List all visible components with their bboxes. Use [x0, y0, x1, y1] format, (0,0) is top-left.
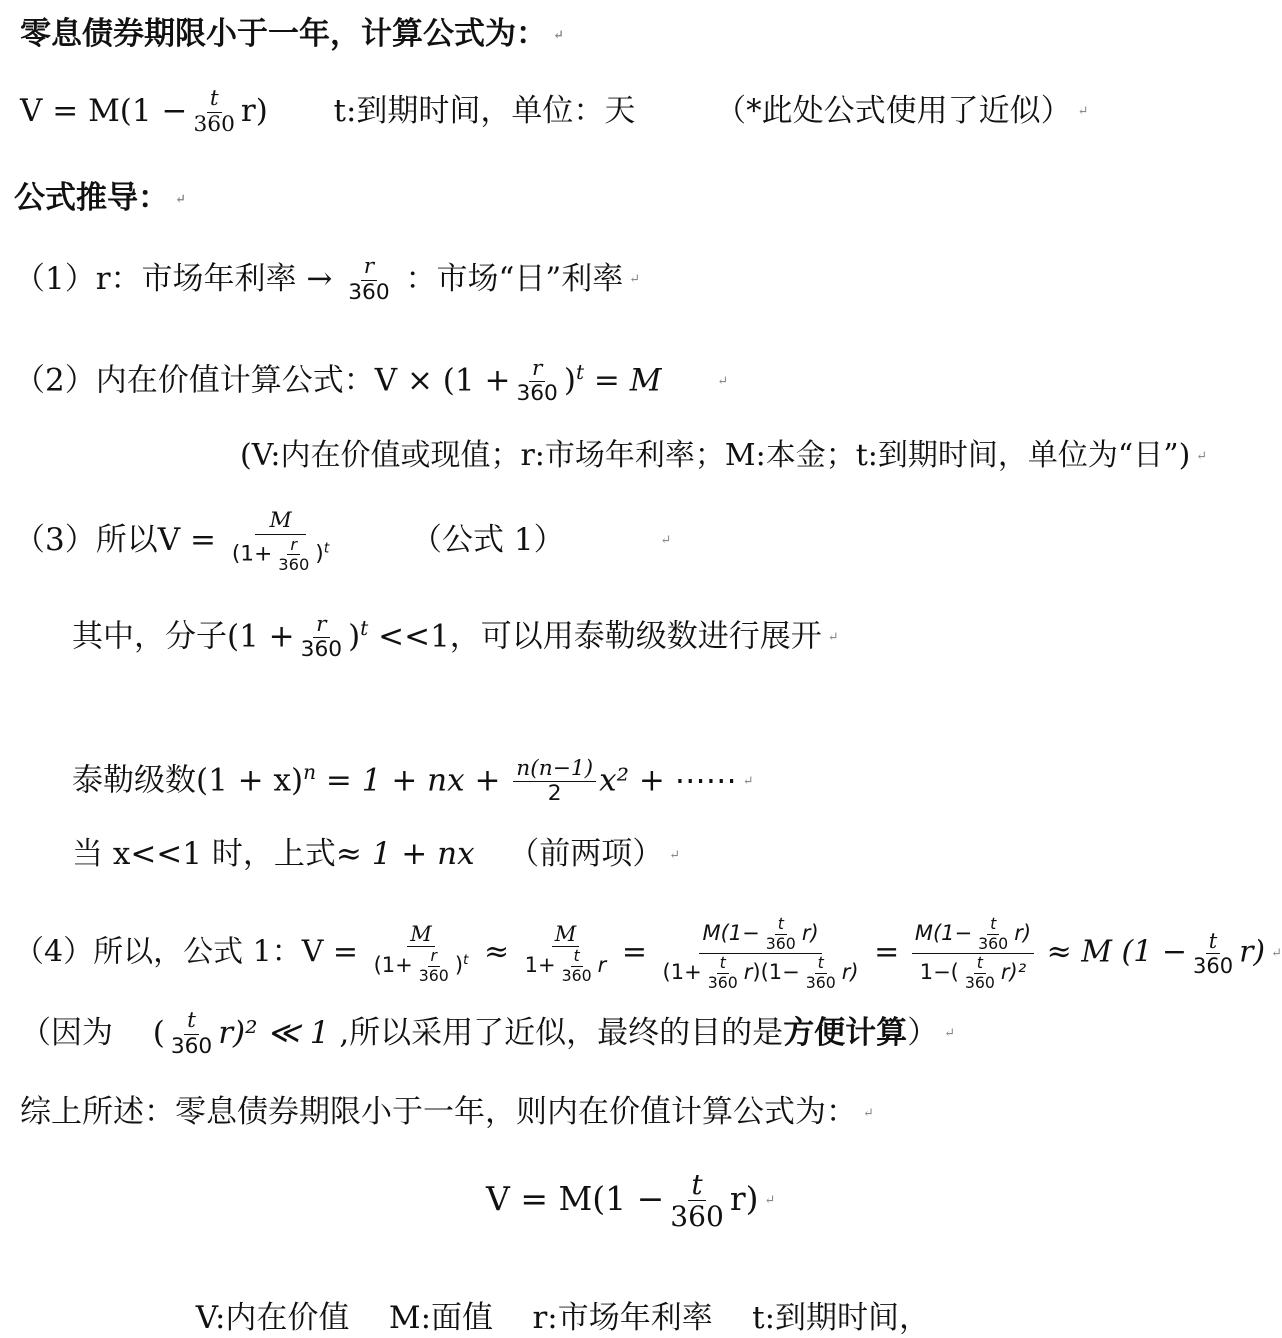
step4-fraction-4: M(1− $\frac{t}{360}$ r) 1−( $\frac{t}{360}$ r)² — [912, 916, 1034, 991]
definitions: V:内在价值 M:面值 r:市场年利率 t:到期时间， — [195, 1300, 931, 1336]
step-2: （2）内在价值计算公式：V × (1 + $\frac{r}{360}$ )$^t$ = M ↵ — [14, 355, 729, 407]
step4-fraction-1: M (1+ $\frac{r}{360}$ )$^t$ — [373, 922, 469, 985]
fraction-r-360: $\frac{r}{360}$ — [348, 254, 390, 305]
title: 零息债券期限小于一年，计算公式为： ↵ — [20, 16, 564, 52]
derive-heading: 公式推导： ↵ — [14, 180, 186, 216]
numerator-note: 其中，分子(1 + $\frac{r}{360}$ )$^t$ <<1，可以用泰勒级数进行展开 ↵ — [72, 611, 839, 663]
fraction-m-over-power: M (1+ $\frac{r}{360}$ )$^t$ — [231, 508, 330, 574]
step-1: （1）r：市场年利率 → $\frac{r}{360}$ ：市场“日”利率 ↵ — [14, 254, 641, 305]
taylor-series: 泰勒级数$(1 + x)^n = 1$ + nx + $\frac{n(n-1)}{2}$ x² + ⋯⋯ ↵ — [72, 755, 754, 807]
because-note: （因为 ( $\frac{t}{360}$ r)² ≪ 1 ,所以采用了近似，最终的目的是方便计算） ↵ — [20, 1008, 956, 1059]
fraction-t-360: $\frac{t}{360}$ — [193, 86, 235, 137]
approx-line: 当 x<<1 时，上式≈ 1 + nx （前两项） ↵ — [72, 836, 681, 872]
formula-line-1: V = M(1 − $\frac{t}{360}$ r) t:到期时间，单位：天 （*此处公式使用了近似） ↵ — [20, 86, 1089, 137]
step-3: （3）所以V = M (1+ $\frac{r}{360}$ )$^t$ （公式 1） ↵ — [14, 508, 672, 574]
pilcrow-mark: ↵ — [553, 27, 564, 43]
step-2-legend: (V:内在价值或现值；r:市场年利率；M:本金；t:到期时间，单位为“日”) ↵ — [240, 438, 1208, 473]
step4-fraction-2: M 1+ $\frac{t}{360}$ r — [524, 922, 607, 985]
final-formula: V = M(1 − $\frac{t}{360}$ r) ↵ — [486, 1168, 776, 1234]
step4-fraction-3: M(1− $\frac{t}{360}$ r) (1+ $\frac{t}{360}$ r)(1− $\frac{t}{360}$ r) — [662, 914, 859, 992]
step-4: （4）所以，公式 1：V = M (1+ $\frac{r}{360}$ )$^t$ ≈ M 1+ $\frac{t}{360}$ r = M(1− $\frac{t}{360}$ r) (1+ $\frac{t}{360}$ r)(1− $\frac{t}{360}$ r) = M(1− $\frac{t}{360}$ r) 1−( $\frac{t}{360}$ r)² ≈ M (1 − $\frac{t}{360}$ r) ↵ — [14, 914, 1282, 992]
summary: 综上所述：零息债券期限小于一年，则内在价值计算公式为： ↵ — [20, 1094, 874, 1130]
